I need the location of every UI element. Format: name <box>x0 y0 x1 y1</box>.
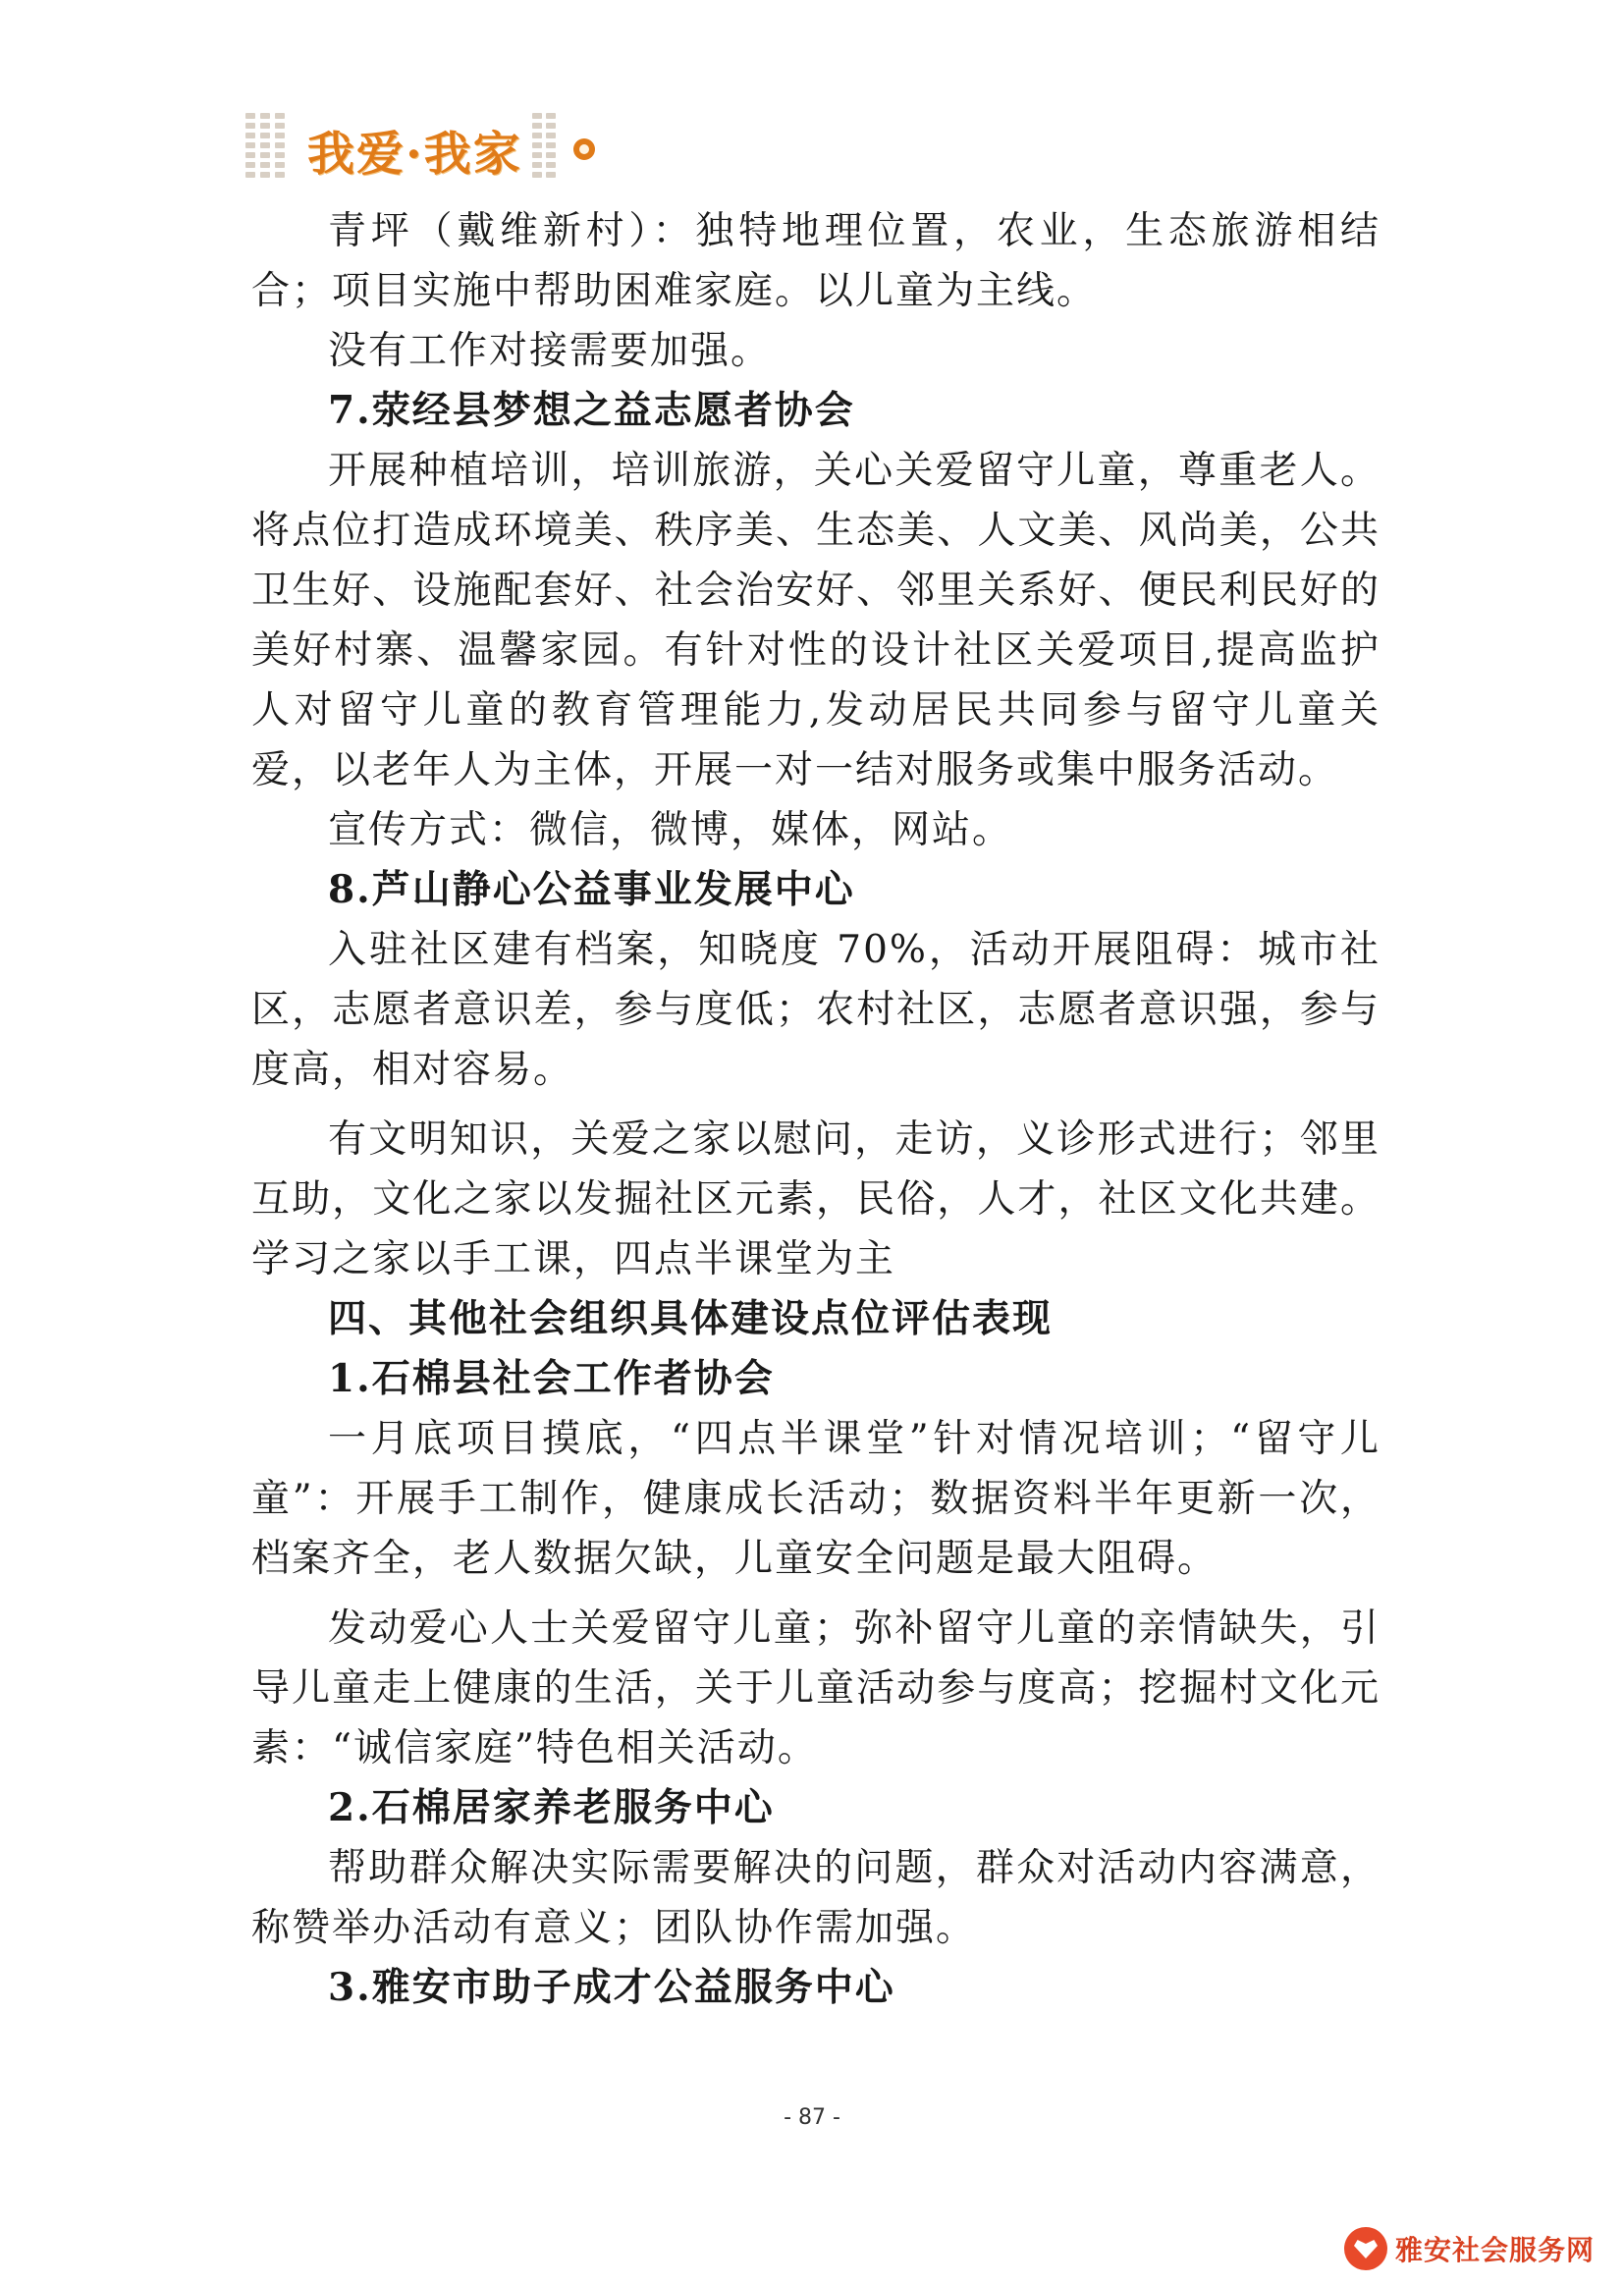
paragraph: 没有工作对接需要加强。 <box>328 329 772 373</box>
paragraph: 开展种植培训，培训旅游，关心关爱留守儿童，尊重老人。将点位打造成环境美、秩序美、生态美、人文美、风尚美，公共卫生好、设施配套好、社会治安好、邻里关系好、便民利民好的美好村寨、温馨家园。有针对性的设计社区关爱项目,提高监护人对留守儿童的教育管理能力,发动居民共同参与留守儿童关爱，以老年人为主体，开展一对一结对服务或集中服务活动。 <box>251 449 1380 792</box>
header-logo-text: 我爱·我家 <box>307 126 522 182</box>
site-watermark <box>1344 2227 1595 2270</box>
paragraph: 有文明知识，关爱之家以慰问，走访，义诊形式进行；邻里互助，文化之家以发掘社区元素，民俗，人才，社区文化共建。学习之家以手工课，四点半课堂为主 <box>251 1117 1380 1281</box>
paragraph: 发动爱心人士关爱留守儿童；弥补留守儿童的亲情缺失，引导儿童走上健康的生活，关于儿童活动参与度高；挖掘村文化元素：“诚信家庭”特色相关活动。 <box>251 1606 1380 1770</box>
paragraph: 入驻社区建有档案，知晓度 70%，活动开展阻碍：城市社区，志愿者意识差，参与度低；农村社区，志愿者意识强，参与度高，相对容易。 <box>251 928 1380 1092</box>
header-decorative-columns <box>239 113 292 186</box>
paragraph: 帮助群众解决实际需要解决的问题，群众对活动内容满意，称赞举办活动有意义；团队协作需加强。 <box>251 1846 1380 1950</box>
page-number: - 87 - <box>784 2105 840 2130</box>
chapter-heading: 四、其他社会组织具体建设点位评估表现 <box>328 1296 1054 1341</box>
section-heading: 3.雅安市助子成才公益服务中心 <box>328 1965 895 2010</box>
header-decorative-columns-right <box>532 113 568 186</box>
section-heading: 7.荥经县梦想之益志愿者协会 <box>328 388 855 433</box>
section-heading: 2.石棉居家养老服务中心 <box>328 1785 775 1830</box>
section-heading: 8.芦山静心公益事业发展中心 <box>328 867 855 912</box>
page-header <box>239 110 595 189</box>
paragraph: 一月底项目摸底，“四点半课堂”针对情况培训；“留守儿童”：开展手工制作，健康成长活动；数据资料半年更新一次，档案齐全，老人数据欠缺，儿童安全问题是最大阻碍。 <box>251 1417 1380 1581</box>
document-body <box>251 201 1380 2018</box>
heart-logo-icon <box>1344 2227 1387 2270</box>
watermark-text: 雅安社会服务网 <box>1394 2234 1595 2266</box>
section-heading: 1.石棉县社会工作者协会 <box>328 1356 775 1401</box>
paragraph: 宣传方式：微信，微博，媒体，网站。 <box>328 808 1013 852</box>
logo-badge-icon <box>573 138 595 160</box>
paragraph: 青坪（戴维新村）：独特地理位置，农业，生态旅游相结合；项目实施中帮助困难家庭。以儿童为主线。 <box>251 209 1380 313</box>
